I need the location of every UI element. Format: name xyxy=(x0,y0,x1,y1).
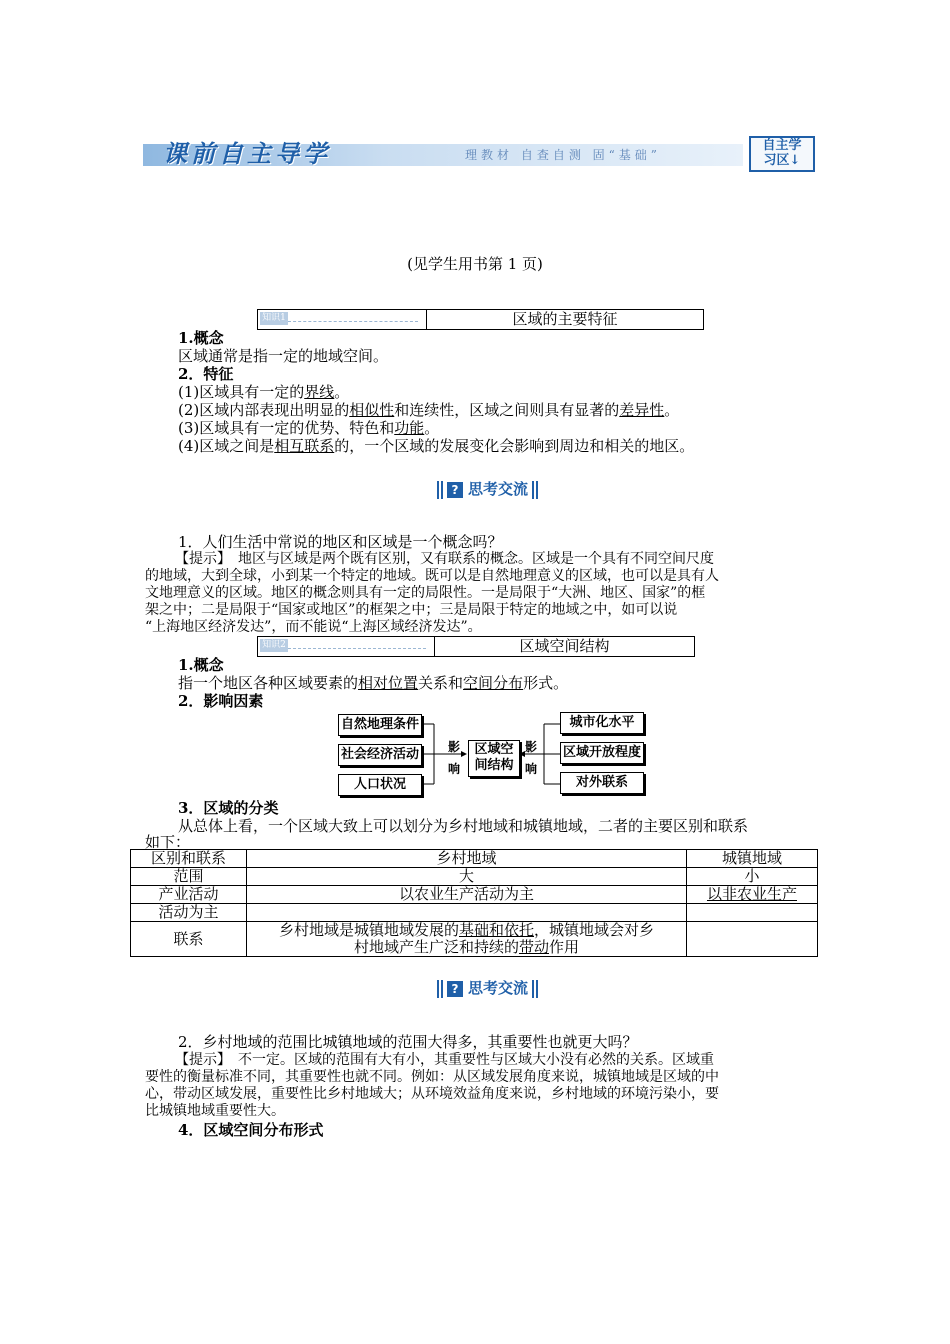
answer-1-line: 架之中；二是局限于“国家或地区”的框架之中；三是局限于特定的地域之中，如可以说 xyxy=(145,602,678,618)
answer-2-line: 【提示】 不一定。区域的范围有大有小，其重要性与区域大小没有必然的关系。区域重 xyxy=(175,1052,714,1068)
concept-text-1: 区域通常是指一定的地域空间。 xyxy=(178,347,389,365)
arrow-icon xyxy=(288,321,418,322)
answer-2-line: 心，带动区域发展，重要性比乡村地域大；从环境效益角度来说，乡村地域的环境污染小，要 xyxy=(145,1086,719,1102)
table-row xyxy=(131,886,818,904)
feature-heading: 2．特征 xyxy=(178,365,234,383)
table-cell: 活动为主 xyxy=(131,904,247,922)
answer-2-line: 要性的衡量标准不同，其重要性也就不同。例如：从区域发展角度来说，城镇地域是区域的中 xyxy=(145,1069,719,1085)
section-tag-1 xyxy=(258,310,427,329)
table-cell: 小 xyxy=(687,868,818,886)
table-header: 乡村地域 xyxy=(247,850,687,868)
left-influence-label-2: 响 xyxy=(448,762,461,776)
knowledge-chip-2: 知识2 xyxy=(260,639,288,652)
answer-1-line: “上海地区经济发达”，而不能说“上海区域经济发达”。 xyxy=(145,619,482,635)
section-title-1: 区域的主要特征 xyxy=(512,310,618,328)
table-cell: 以非农业生产 xyxy=(687,886,818,904)
factor-openness: 区域开放程度 xyxy=(560,742,644,764)
comparison-table xyxy=(130,849,818,957)
factor-socioeconomic: 社会经济活动 xyxy=(338,744,422,766)
feature-4: (4)区域之间是相互联系的，一个区域的发展变化会影响到周边和相关的地区。 xyxy=(178,437,695,455)
factor-urbanization: 城市化水平 xyxy=(560,712,644,734)
question-1: 1．人们生活中常说的地区和区域是一个概念吗？ xyxy=(178,533,503,551)
distribution-heading: 4．区域空间分布形式 xyxy=(178,1121,324,1139)
badge-line-2: 习区↓ xyxy=(763,153,801,168)
table-row xyxy=(131,850,818,868)
self-study-badge xyxy=(749,136,815,172)
page-reference: (见学生用书第 1 页) xyxy=(407,255,543,273)
answer-1-line: 的地域，大到全球，小到某一个特定的地域。既可以是自然地理意义的区域，也可以是具有人 xyxy=(145,568,719,584)
answer-2-line: 比城镇地域重要性大。 xyxy=(145,1103,285,1119)
factor-population: 人口状况 xyxy=(338,774,422,796)
table-header: 区别和联系 xyxy=(131,850,247,868)
concept-heading-2: 1.概念 xyxy=(178,656,224,674)
table-cell: 大 xyxy=(247,868,687,886)
feature-2: (2)区域内部表现出明显的相似性和连续性，区域之间则具有显著的差异性。 xyxy=(178,401,680,419)
concept-heading-1: 1.概念 xyxy=(178,329,224,347)
classification-heading: 3．区域的分类 xyxy=(178,799,279,817)
section-header-2 xyxy=(257,636,695,657)
table-cell: 以农业生产活动为主 xyxy=(247,886,687,904)
influence-diagram xyxy=(330,710,650,800)
classification-intro-2: 如下： xyxy=(145,833,191,851)
section-banner xyxy=(143,134,813,170)
factor-external-links: 对外联系 xyxy=(560,772,644,794)
table-cell xyxy=(247,904,687,922)
factor-heading: 2．影响因素 xyxy=(178,692,264,710)
table-cell xyxy=(687,904,818,922)
table-cell xyxy=(687,922,818,957)
classification-intro-1: 从总体上看，一个区域大致上可以划分为乡村地域和城镇地域，二者的主要区别和联系 xyxy=(178,817,749,835)
table-row xyxy=(131,868,818,886)
think-exchange-badge-1: ? 思考交流 xyxy=(436,478,539,499)
right-influence-label-2: 响 xyxy=(525,762,538,776)
banner-subtitle: 理教材 自查自测 固“基础” xyxy=(465,148,661,162)
feature-3: (3)区域具有一定的优势、特色和功能。 xyxy=(178,419,440,437)
think-exchange-badge-2: ? 思考交流 xyxy=(436,977,539,998)
table-header: 城镇地域 xyxy=(687,850,818,868)
knowledge-chip-1: 知识1 xyxy=(260,312,288,325)
table-row xyxy=(131,922,818,957)
badge-line-1: 自主学 xyxy=(762,138,802,153)
section-tag-2 xyxy=(258,637,435,656)
section-title-2: 区域空间结构 xyxy=(519,637,610,655)
table-cell: 乡村地域是城镇地域发展的基础和依托，城镇地域会对乡 村地域产生广泛和持续的带动作用 xyxy=(247,922,687,957)
factor-natural: 自然地理条件 xyxy=(338,714,422,736)
section-header-1 xyxy=(257,309,704,330)
arrow-icon xyxy=(288,648,426,649)
question-icon: ? xyxy=(447,981,463,997)
answer-1 xyxy=(145,551,807,636)
answer-2 xyxy=(145,1052,807,1120)
table-cell: 范围 xyxy=(131,868,247,886)
concept-text-2: 指一个地区各种区域要素的相对位置关系和空间分布形式。 xyxy=(178,674,569,692)
feature-1: (1)区域具有一定的界线。 xyxy=(178,383,350,401)
answer-1-line: 【提示】 地区与区域是两个既有区别，又有联系的概念。区域是一个具有不同空间尺度 xyxy=(175,551,714,567)
question-icon: ? xyxy=(447,482,463,498)
left-influence-label-1: 影 xyxy=(448,740,461,754)
table-cell: 联系 xyxy=(131,922,247,957)
question-2: 2．乡村地域的范围比城镇地域的范围大得多，其重要性也就更大吗？ xyxy=(178,1033,638,1051)
answer-1-line: 文地理意义的区域。地区的概念则具有一定的局限性。一是局限于“大洲、地区、国家”的框 xyxy=(145,585,706,601)
right-influence-label-1: 影 xyxy=(525,740,538,754)
banner-title: 课前自主导学 xyxy=(163,139,331,168)
center-spatial-structure: 区域空 间结构 xyxy=(468,740,520,777)
table-cell: 产业活动 xyxy=(131,886,247,904)
table-row xyxy=(131,904,818,922)
